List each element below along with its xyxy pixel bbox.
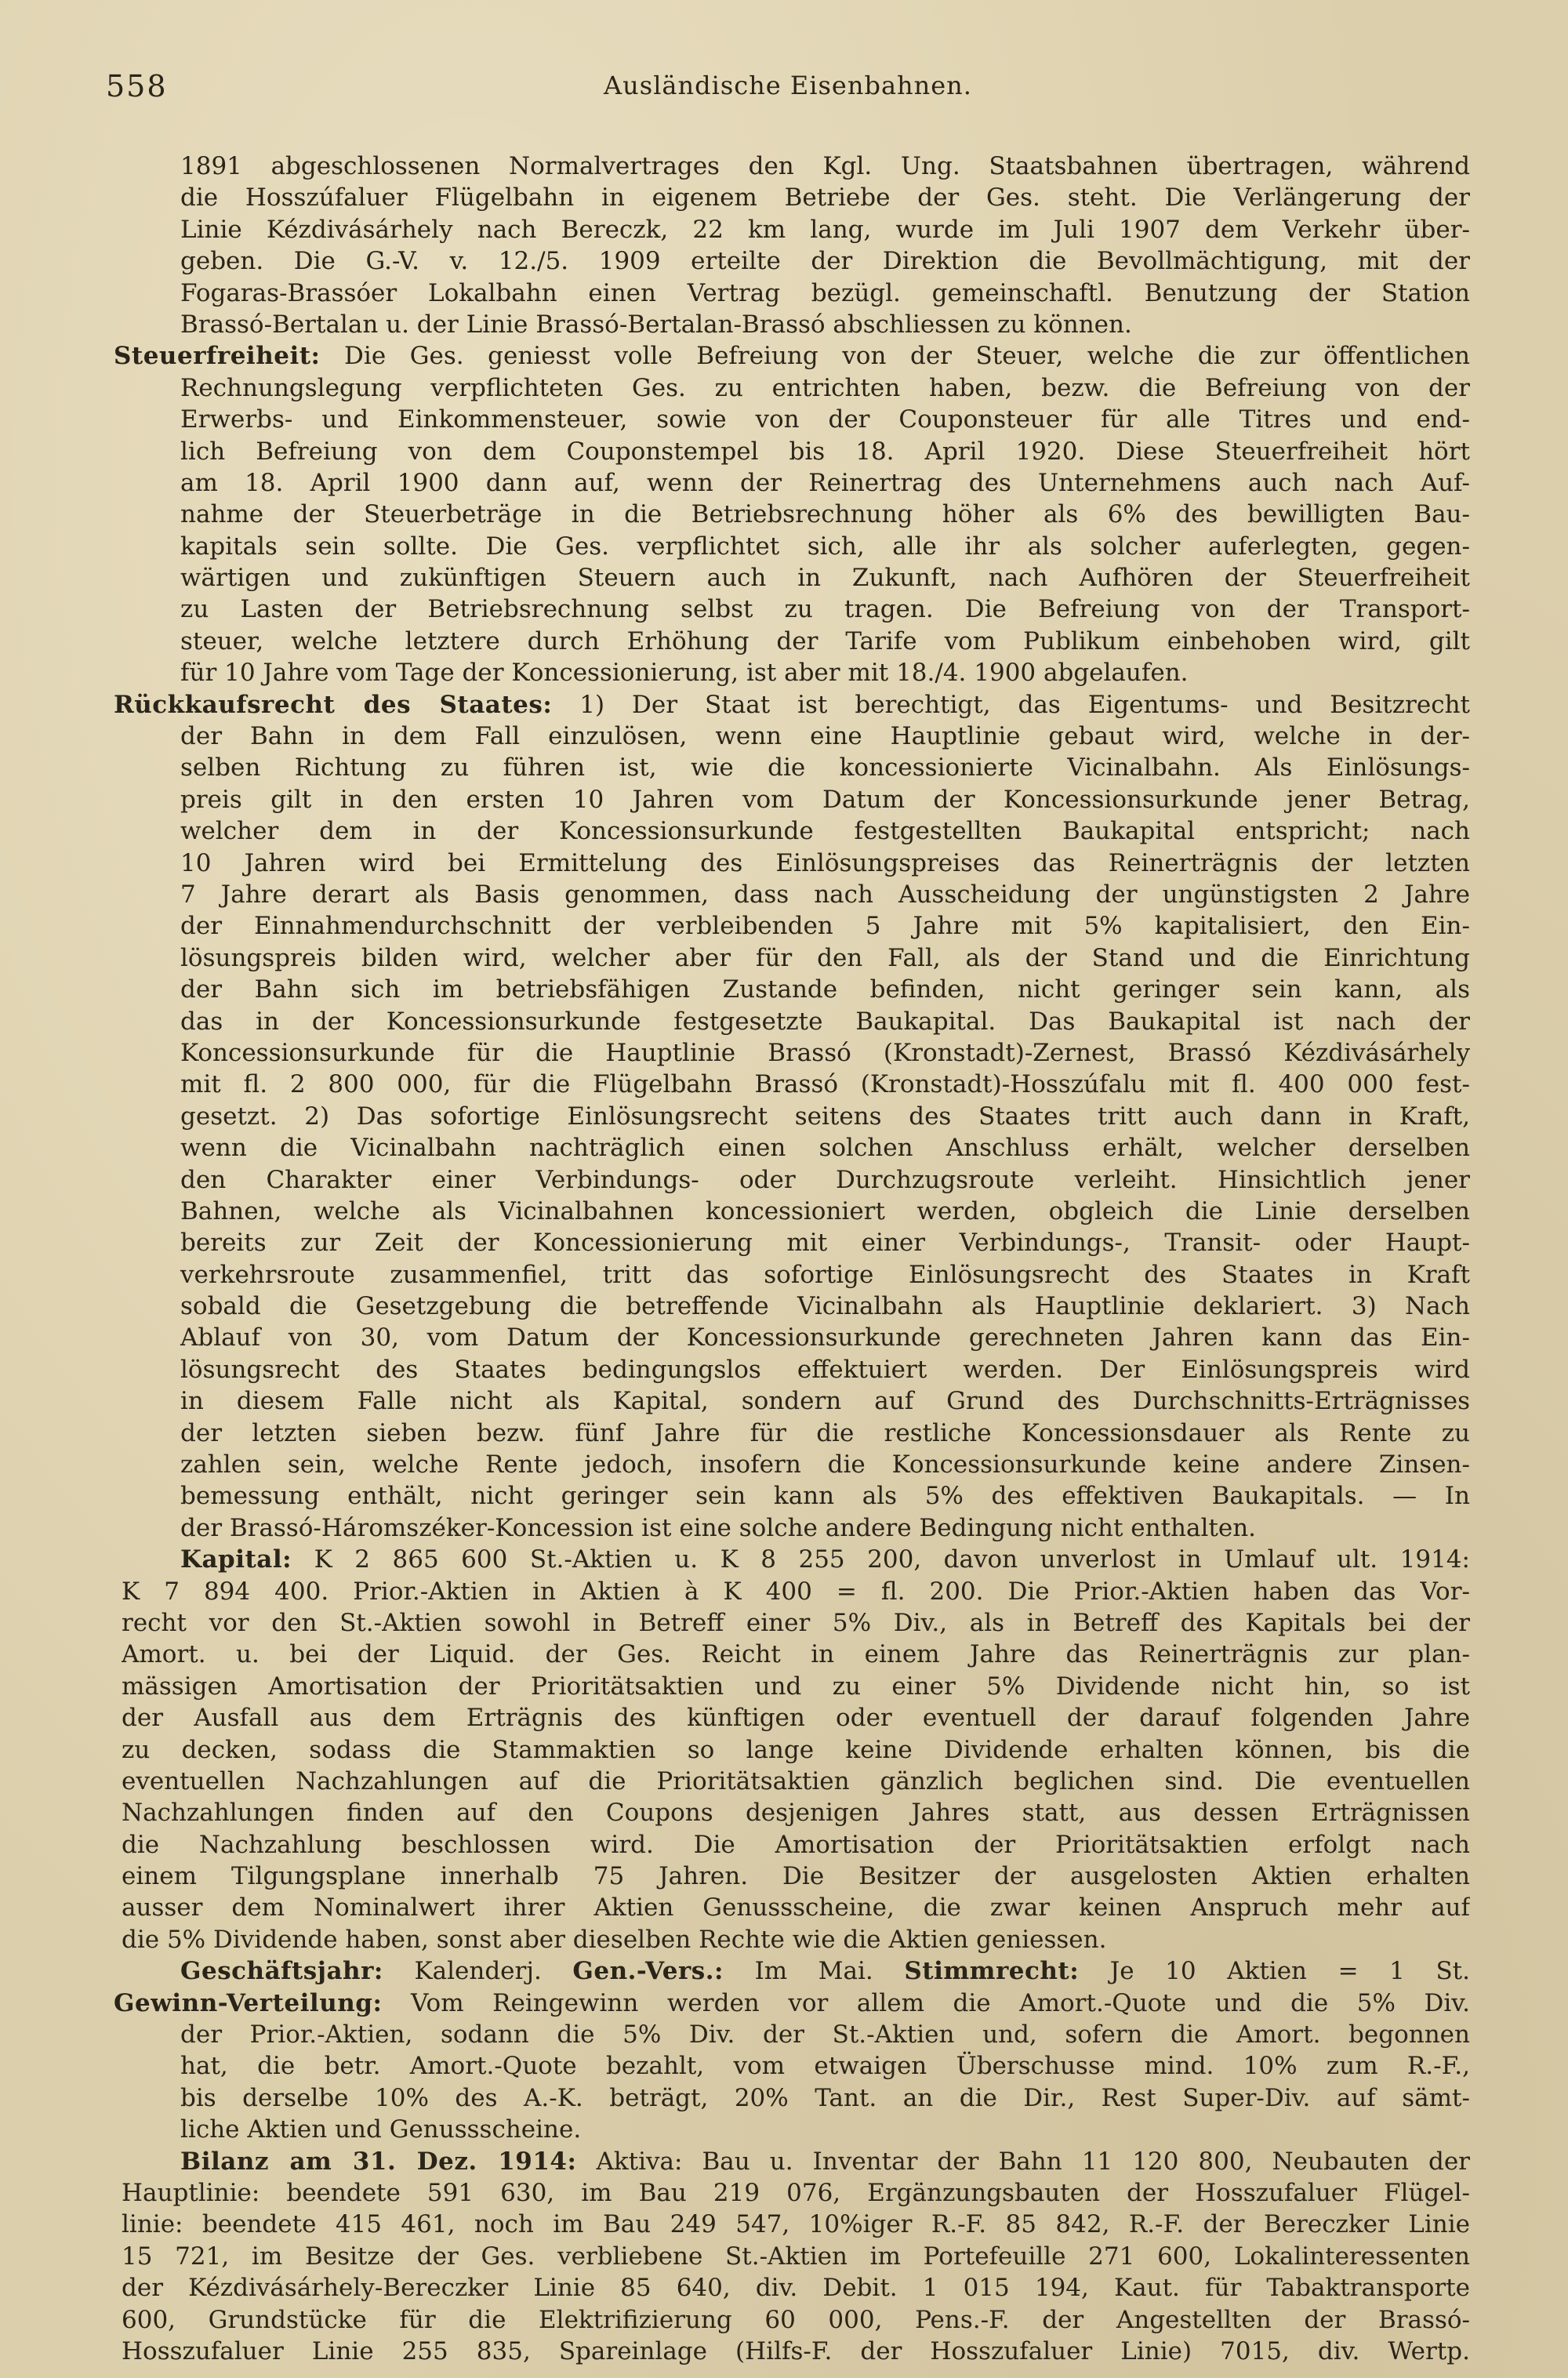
text-line [122, 752, 1470, 783]
text-line [122, 1639, 1470, 1670]
text-line [122, 531, 1470, 562]
line-text: lösungsrecht des Staates bedingungslos effektuiert werden. Der Einlösungspreis wird [180, 1355, 1470, 1384]
line-text: 10 Jahren wird bei Ermittelung des Einlösungspreises das Reinerträgnis der letzten [180, 848, 1470, 877]
line-text: Fogaras-Brassóer Lokalbahn einen Vertrag bezügl. gemeinschaftl. Benutzung der Station [180, 278, 1470, 307]
document-body [114, 151, 1470, 2367]
section-heading: Gewinn-Verteilung: [114, 1988, 383, 2017]
text-line [122, 1480, 1470, 1512]
line-text: den Charakter einer Verbindungs- oder Durchzugsroute verleiht. Hinsichtlich jener [180, 1165, 1470, 1194]
line-text: sobald die Gesetzgebung die betreffende Vicinalbahn als Hauptlinie deklariert. 3) Nach [180, 1292, 1470, 1321]
line-text: verkehrsroute zusammenfiel, tritt das sofortige Einlösungsrecht des Staates in Kraft [180, 1260, 1470, 1289]
text-line [122, 1607, 1470, 1639]
running-title: Ausländische Eisenbahnen. [604, 71, 972, 100]
section-heading: Rückkaufsrecht des Staates: [114, 690, 553, 719]
text-line [114, 1988, 1470, 2019]
text-line [122, 848, 1470, 879]
text-line [122, 1829, 1470, 1861]
line-text: Vom Reingewinn werden vor allem die Amort.-Quote und die 5% Div. [382, 1988, 1470, 2017]
text-line [122, 1259, 1470, 1291]
line-text: 600, Grundstücke für die Elektrifizierung 60 000, Pens.-F. der Angestellten der Brassó- [122, 2305, 1470, 2334]
line-text: die 5% Dividende haben, sonst aber dieselben Rechte wie die Aktien geniessen. [122, 1925, 1107, 1954]
line-text: bis derselbe 10% des A.-K. beträgt, 20% Tant. an die Dir., Rest Super-Div. auf sämt- [180, 2083, 1470, 2112]
line-text: hat, die betr. Amort.-Quote bezahlt, vom etwaigen Überschusse mind. 10% zum R.-F., [180, 2052, 1470, 2081]
text-line [122, 784, 1470, 815]
line-text: kapitals sein sollte. Die Ges. verpflichtet sich, alle ihr als solcher auferlegten, gegen- [180, 532, 1470, 561]
text-line [122, 404, 1470, 435]
text-line [122, 2304, 1470, 2336]
line-text: ausser dem Nominalwert ihrer Aktien Genussscheine, die zwar keinen Anspruch mehr auf [122, 1893, 1470, 1922]
text-line [122, 657, 1470, 688]
line-text: Amort. u. bei der Liquid. der Ges. Reicht in einem Jahre das Reinerträgnis zur plan- [122, 1640, 1470, 1669]
line-text: wärtigen und zukünftigen Steuern auch in Zukunft, nach Aufhören der Steuerfreiheit [180, 564, 1470, 593]
text-line [122, 278, 1470, 309]
line-text: zu decken, sodass die Stammaktien so lange keine Dividende erhalten können, bis die [122, 1735, 1470, 1764]
text-line [122, 1006, 1470, 1037]
line-text: steuer, welche letztere durch Erhöhung der Tarife vom Publikum einbehoben wird, gilt [180, 626, 1470, 655]
line-text: der Bahn sich im betriebsfähigen Zustande befinden, nicht geringer sein kann, als [180, 975, 1470, 1004]
line-text: 7 Jahre derart als Basis genommen, dass nach Ausscheidung der ungünstigsten 2 Jahre [180, 880, 1470, 909]
line-text: liche Aktien und Genussscheine. [180, 2115, 582, 2144]
line-text: Aktiva: Bau u. Inventar der Bahn 11 120 800, Neubauten der [576, 2147, 1470, 2176]
line-text: preis gilt in den ersten 10 Jahren vom Datum der Koncessionsurkunde jener Betrag, [180, 785, 1470, 814]
section-heading: Geschäftsjahr: [180, 1957, 383, 1986]
text-line [122, 1385, 1470, 1417]
line-text: wenn die Vicinalbahn nachträglich einen solchen Anschluss erhält, welcher derselben [180, 1134, 1470, 1163]
text-line [122, 2272, 1470, 2304]
line-text: lösungspreis bilden wird, welcher aber für den Fall, als der Stand und die Einrichtung [180, 943, 1470, 972]
text-line [122, 2114, 1470, 2145]
text-line [122, 1196, 1470, 1227]
line-text: Koncessionsurkunde für die Hauptlinie Brassó (Kronstadt)-Zernest, Brassó Kézdivásárhely [180, 1038, 1470, 1067]
text-line [122, 1354, 1470, 1385]
text-line [122, 1164, 1470, 1196]
line-text: mässigen Amortisation der Prioritätsaktien und zu einer 5% Dividende nicht hin, so ist [122, 1672, 1470, 1701]
text-line [122, 1132, 1470, 1164]
text-line [122, 1227, 1470, 1258]
line-text: Hauptlinie: beendete 591 630, im Bau 219 076, Ergänzungsbauten der Hosszufaluer Flügel- [122, 2179, 1470, 2207]
line-text: zahlen sein, welche Rente jedoch, insofern die Koncessionsurkunde keine andere Zinsen- [180, 1450, 1470, 1479]
text-line [122, 974, 1470, 1005]
text-line [122, 1069, 1470, 1100]
text-line [122, 1449, 1470, 1480]
line-text: der Prior.-Aktien, sodann die 5% Div. der St.-Aktien und, sofern die Amort. begonnen [180, 2020, 1470, 2049]
text-line [122, 721, 1470, 752]
text-line [122, 309, 1470, 340]
text-line [122, 467, 1470, 499]
line-text: lich Befreiung von dem Couponstempel bis 18. April 1920. Diese Steuerfreiheit hört [180, 437, 1470, 466]
text-line [122, 1924, 1470, 1955]
text-line [122, 2050, 1470, 2082]
line-text: Ablauf von 30, vom Datum der Koncessionsurkunde gerechneten Jahren kann das Ein- [180, 1323, 1470, 1352]
line-text: der Ausfall aus dem Erträgnis des künftigen oder eventuell der darauf folgenden Jahre [122, 1704, 1470, 1733]
text-line [122, 2146, 1470, 2177]
text-line [122, 1766, 1470, 1797]
line-text: mit fl. 2 800 000, für die Flügelbahn Brassó (Kronstadt)-Hosszúfalu mit fl. 400 000 fest- [180, 1070, 1470, 1099]
line-text: der letzten sieben bezw. fünf Jahre für die restliche Koncessionsdauer als Rente zu [180, 1418, 1470, 1447]
line-text: welcher dem in der Koncessionsurkunde festgestellten Baukapital entspricht; nach [180, 817, 1470, 846]
text-line [122, 1734, 1470, 1766]
line-text: Bahnen, welche als Vicinalbahnen koncessioniert werden, obgleich die Linie derselben [180, 1196, 1470, 1225]
text-line [122, 2336, 1470, 2367]
text-line [122, 1544, 1470, 1575]
text-line [122, 1861, 1470, 1892]
text-line [114, 689, 1470, 721]
text-line [122, 2177, 1470, 2209]
text-line [122, 1576, 1470, 1607]
text-line [122, 436, 1470, 467]
text-line [122, 182, 1470, 213]
text-line [122, 2019, 1470, 2050]
line-text: K 7 894 400. Prior.-Aktien in Aktien à K 400 = fl. 200. Die Prior.-Aktien haben das Vor- [122, 1577, 1470, 1606]
line-text: 15 721, im Besitze der Ges. verbliebene St.-Aktien im Portefeuille 271 600, Lokalinteressenten [122, 2242, 1470, 2271]
line-text: bereits zur Zeit der Koncessionierung mit einer Verbindungs-, Transit- oder Haupt- [180, 1229, 1470, 1258]
line-text: recht vor den St.-Aktien sowohl in Betreff einer 5% Div., als in Betreff des Kapitals bei der [122, 1608, 1470, 1637]
line-text: einem Tilgungsplane innerhalb 75 Jahren. Die Besitzer der ausgelosten Aktien erhalten [122, 1862, 1470, 1891]
line-text: Brassó-Bertalan u. der Linie Brassó-Bertalan-Brassó abschliessen zu können. [180, 310, 1132, 339]
line-text: die Nachzahlung beschlossen wird. Die Amortisation der Prioritätsaktien erfolgt nach [122, 1830, 1470, 1859]
line-text: für 10 Jahre vom Tage der Koncessionierung, ist aber mit 18./4. 1900 abgelaufen. [180, 659, 1189, 688]
line-text: Rechnungslegung verpflichteten Ges. zu entrichten haben, bezw. die Befreiung von der [180, 373, 1470, 402]
section-heading: Kapital: [180, 1545, 292, 1574]
line-text: Hosszufaluer Linie 255 835, Spareinlage (Hilfs-F. der Hosszufaluer Linie) 7015, div. Wertp. [122, 2336, 1470, 2365]
line-text: Nachzahlungen finden auf den Coupons desjenigen Jahres statt, aus dessen Erträgnissen [122, 1799, 1470, 1828]
line-text: bemessung enthält, nicht geringer sein kann als 5% des effektiven Baukapitals. — In [180, 1482, 1470, 1511]
text-line [122, 1892, 1470, 1923]
text-line [122, 626, 1470, 657]
text-line [122, 2082, 1470, 2114]
text-line [122, 1797, 1470, 1828]
line-text: K 2 865 600 St.-Aktien u. K 8 255 200, davon unverlost in Umlauf ult. 1914: [292, 1545, 1470, 1574]
line-text: der Brassó-Háromszéker-Koncession ist eine solche andere Bedingung nicht enthalten. [180, 1513, 1257, 1542]
section-heading: Steuerfreiheit: [114, 342, 321, 371]
text-line [122, 1037, 1470, 1069]
line-text: linie: beendete 415 461, noch im Bau 249 547, 10%iger R.-F. 85 842, R.-F. der Bereczker Linie [122, 2210, 1470, 2239]
section-heading: Gen.-Vers.: [572, 1957, 724, 1986]
page-header [106, 69, 1470, 116]
line-text: der Einnahmendurchschnitt der verbleibenden 5 Jahre mit 5% kapitalisiert, den Ein- [180, 912, 1470, 941]
text-line [122, 594, 1470, 625]
text-line [114, 340, 1470, 372]
line-text: 1) Der Staat ist berechtigt, das Eigentums- und Besitzrecht [552, 690, 1470, 719]
line-text: zu Lasten der Betriebsrechnung selbst zu tragen. Die Befreiung von der Transport- [180, 595, 1470, 624]
text-line [122, 499, 1470, 530]
line-text: selben Richtung zu führen ist, wie die koncessionierte Vicinalbahn. Als Einlösungs- [180, 753, 1470, 782]
text-line [122, 2209, 1470, 2240]
line-text: der Kézdivásárhely-Bereczker Linie 85 640, div. Debit. 1 015 194, Kaut. für Tabaktransporte [122, 2274, 1470, 2303]
text-line [122, 942, 1470, 974]
line-text: Erwerbs- und Einkommensteuer, sowie von der Couponsteuer für alle Titres und end- [180, 405, 1470, 434]
line-text: 1891 abgeschlossenen Normalvertrages den Kgl. Ung. Staatsbahnen übertragen, während [180, 152, 1470, 180]
line-text: die Hosszúfaluer Flügelbahn in eigenem Betriebe der Ges. steht. Die Verlängerung der [180, 183, 1470, 212]
text-line [122, 1512, 1470, 1544]
line-text: der Bahn in dem Fall einzulösen, wenn eine Hauptlinie gebaut wird, welche in der- [180, 722, 1470, 751]
line-text: nahme der Steuerbeträge in die Betriebsrechnung höher als 6% des bewilligten Bau- [180, 500, 1470, 529]
text-line [122, 1671, 1470, 1702]
line-text: Je 10 Aktien = 1 St. [1079, 1957, 1470, 1986]
text-line [122, 1702, 1470, 1734]
line-text: Im Mai. [723, 1957, 905, 1986]
line-text: Kalenderj. [383, 1957, 573, 1986]
text-line [122, 910, 1470, 942]
text-line [122, 2241, 1470, 2272]
line-text: gesetzt. 2) Das sofortige Einlösungsrecht seitens des Staates tritt auch dann in Kraft, [180, 1102, 1470, 1131]
text-line [122, 214, 1470, 245]
text-line [122, 1101, 1470, 1132]
line-text: geben. Die G.-V. v. 12./5. 1909 erteilte der Direktion die Bevollmächtigung, mit der [180, 247, 1470, 276]
page-number: 558 [106, 69, 168, 103]
text-line [122, 879, 1470, 910]
line-text: in diesem Falle nicht als Kapital, sondern auf Grund des Durchschnitts-Erträgnisses [180, 1387, 1470, 1416]
text-line [122, 1322, 1470, 1353]
text-line [122, 245, 1470, 277]
line-text: eventuellen Nachzahlungen auf die Prioritätsaktien gänzlich beglichen sind. Die eventuellen [122, 1766, 1470, 1795]
text-line [122, 372, 1470, 404]
section-heading: Stimmrecht: [904, 1957, 1080, 1986]
text-line [122, 1291, 1470, 1322]
line-text: Linie Kézdivásárhely nach Bereczk, 22 km lang, wurde im Juli 1907 dem Verkehr über- [180, 215, 1470, 244]
text-line [122, 1418, 1470, 1449]
text-line [122, 815, 1470, 847]
text-line [122, 151, 1470, 182]
line-text: Die Ges. geniesst volle Befreiung von der Steuer, welche die zur öffentlichen [320, 342, 1470, 371]
section-heading: Bilanz am 31. Dez. 1914: [180, 2147, 577, 2176]
line-text: am 18. April 1900 dann auf, wenn der Reinertrag des Unternehmens auch nach Auf- [180, 468, 1470, 497]
line-text: das in der Koncessionsurkunde festgesetzte Baukapital. Das Baukapital ist nach der [180, 1007, 1470, 1036]
text-line [122, 562, 1470, 594]
text-line [122, 1955, 1470, 1987]
